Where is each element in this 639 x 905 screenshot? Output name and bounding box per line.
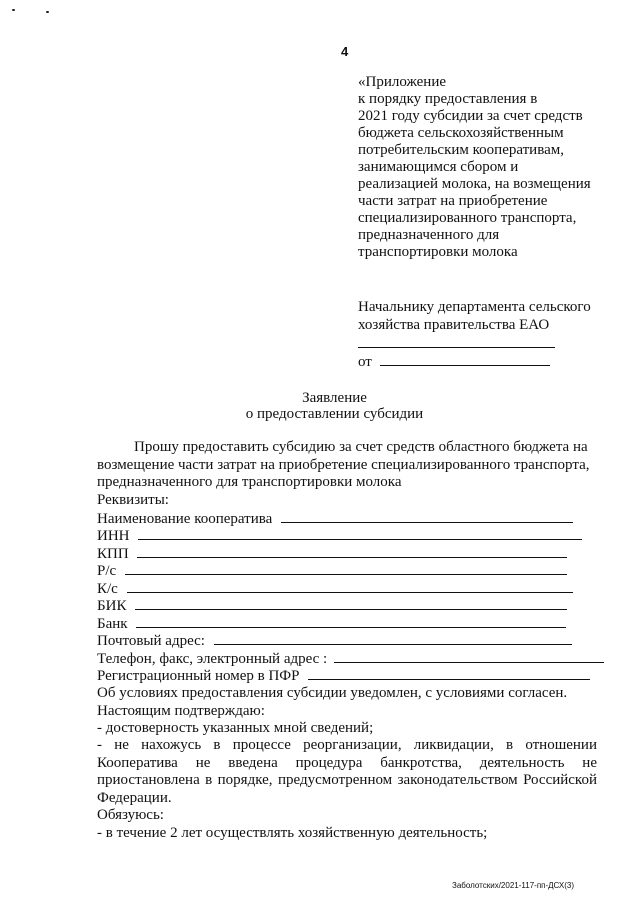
from-field — [358, 353, 550, 371]
doc-subtitle: о предоставлении субсидии — [245, 406, 424, 422]
appendix-line: потребительским кооперативам, — [358, 142, 564, 158]
coop-name-blank — [281, 510, 573, 523]
field-inn — [97, 527, 582, 545]
field-label: Почтовый адрес: — [97, 633, 205, 649]
confirm-item-2-line-1: - не нахожусь в процессе реорганизации, ликвидации, в отношении — [97, 737, 597, 753]
rs-blank — [125, 562, 567, 575]
field-postal — [97, 632, 572, 650]
field-label: КПП — [97, 546, 129, 562]
appendix-line: занимающимся сбором и — [358, 159, 519, 175]
field-label: Наименование кооператива — [97, 511, 273, 527]
appendix-line: к порядку предоставления в — [358, 91, 538, 107]
agreement-text: Об условиях предоставления субсидии уведомлен, с условиями согласен. — [97, 685, 568, 701]
field-pfr — [97, 667, 590, 685]
page-number: 4 — [341, 44, 349, 59]
field-contacts — [97, 650, 604, 668]
addressee-line-1: Начальнику департамента сельского — [358, 299, 591, 315]
field-label: ИНН — [97, 528, 130, 544]
scan-speck — [46, 11, 49, 13]
inn-blank — [138, 527, 582, 540]
appendix-line: части затрат на приобретение — [358, 193, 548, 209]
doc-title: Заявление — [302, 390, 367, 406]
confirm-heading: Настоящим подтверждаю: — [97, 703, 265, 719]
field-coop-name — [97, 510, 573, 528]
field-label: Регистрационный номер в ПФР — [97, 668, 300, 684]
field-label: Телефон, факс, электронный адрес : — [97, 651, 328, 667]
pfr-blank — [308, 667, 590, 680]
intro-line-3: предназначенного для транспортировки молока — [97, 474, 402, 490]
field-label: Р/с — [97, 563, 117, 579]
kpp-blank — [137, 545, 567, 558]
appendix-line: реализацией молока, на возмещения — [358, 176, 591, 192]
appendix-line: бюджета сельскохозяйственным — [358, 125, 564, 141]
scan-speck — [12, 9, 15, 11]
addressee-blank-line — [358, 347, 555, 348]
requisites-heading: Реквизиты: — [97, 492, 169, 508]
obligation-item-1: - в течение 2 лет осуществлять хозяйственную деятельность; — [97, 825, 488, 841]
from-label: от — [358, 354, 372, 370]
appendix-line: «Приложение — [358, 74, 447, 90]
obligations-heading: Обязуюсь: — [97, 807, 164, 823]
field-label: К/с — [97, 581, 118, 597]
field-label: Банк — [97, 616, 128, 632]
confirm-item-2-line-4: Федерации. — [97, 790, 172, 806]
field-rs — [97, 562, 567, 580]
intro-line-2: возмещение части затрат на приобретение специализированного транспорта, — [97, 457, 590, 473]
bank-blank — [136, 615, 566, 628]
bik-blank — [135, 597, 567, 610]
field-kpp — [97, 545, 567, 563]
field-ks — [97, 580, 573, 598]
field-bank — [97, 615, 566, 633]
appendix-line: 2021 году субсидии за счет средств — [358, 108, 583, 124]
ks-blank — [127, 580, 573, 593]
appendix-line: специализированного транспорта, — [358, 210, 577, 226]
confirm-item-1: - достоверность указанных мной сведений; — [97, 720, 374, 736]
postal-blank — [214, 632, 572, 645]
footer-code: Заболотских/2021-117-пп-ДСХ(3) — [452, 881, 574, 890]
confirm-item-2-line-3: приостановлена в порядке, предусмотренном законодательством Российской — [97, 772, 597, 788]
field-label: БИК — [97, 598, 127, 614]
appendix-line: предназначенного для — [358, 227, 500, 243]
confirm-item-2-line-2: Кооператива не введена процедура банкротства, деятельность не — [97, 755, 597, 771]
contacts-blank — [334, 650, 604, 663]
appendix-block — [358, 74, 591, 261]
addressee-line-2: хозяйства правительства ЕАО — [358, 317, 550, 333]
from-blank-line — [380, 353, 550, 366]
appendix-line: транспортировки молока — [358, 244, 518, 260]
field-bik — [97, 597, 567, 615]
intro-line-1: Прошу предоставить субсидию за счет средств областного бюджета на — [134, 439, 588, 455]
